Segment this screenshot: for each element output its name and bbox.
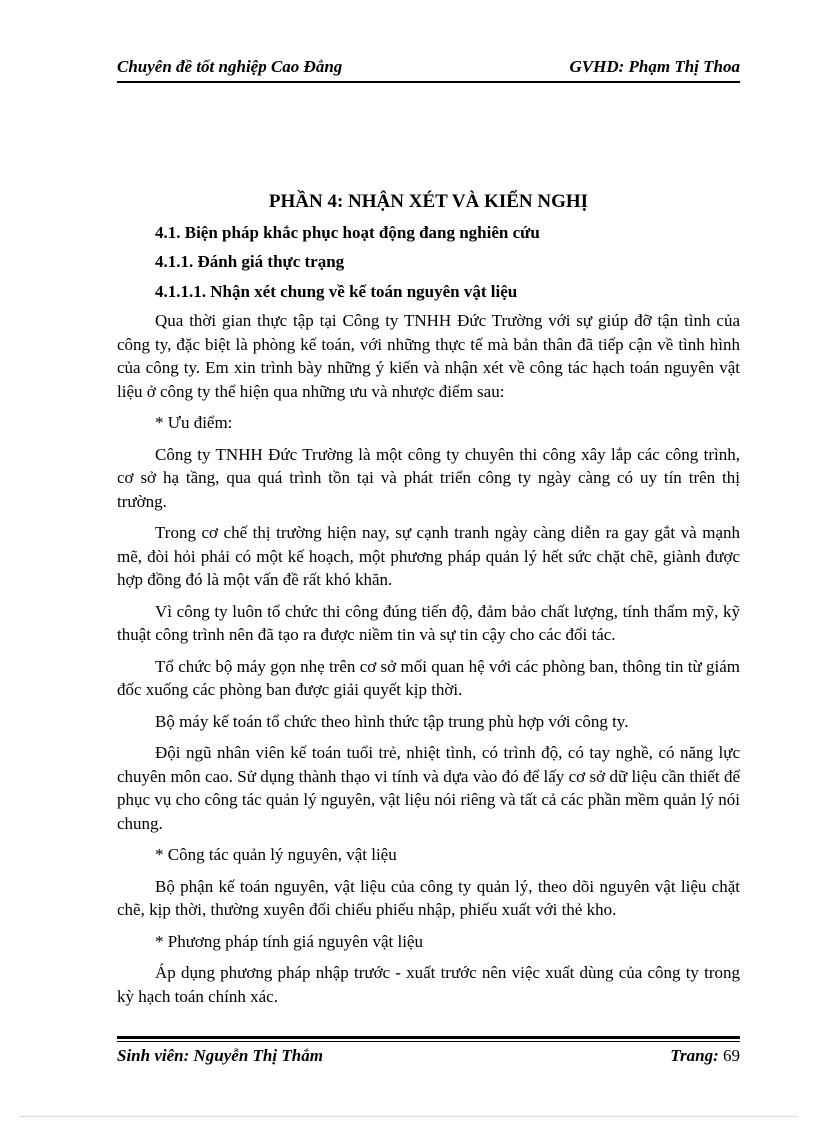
page-header (117, 57, 740, 81)
page-label: Trang: (670, 1046, 719, 1065)
heading-4-1: 4.1. Biện pháp khắc phục hoạt động đang nghiên cứu (155, 222, 540, 242)
header-rule (117, 81, 740, 83)
footer-student: Sinh viên: Nguyễn Thị Thắm (117, 1046, 323, 1065)
section-title: PHẦN 4: NHẬN XÉT VÀ KIẾN NGHỊ (268, 191, 589, 212)
paragraph-3: Vì công ty luôn tổ chức thi công đúng tiến độ, đảm bảo chất lượng, tính thẩm mỹ, kỹ thuật công trình nên đã tạo ra được niềm tin và sự tin cậy cho các đối tác. (117, 601, 740, 644)
paragraph-2: Trong cơ chế thị trường hiện nay, sự cạnh tranh ngày càng diễn ra gay gắt và mạnh mẽ, đòi hỏi phải có một kế hoạch, một phương pháp quản lý hết sức chặt chẽ, giành được hợp đồng đó là một vấn đề rất khó khăn. (117, 523, 740, 589)
paragraph-5: Bộ máy kế toán tổ chức theo hình thức tập trung phù hợp với công ty. (155, 711, 629, 731)
page-number: 69 (723, 1046, 740, 1065)
paragraph-intro: Qua thời gian thực tập tại Công ty TNHH Đức Trường với sự giúp đỡ tận tình của công ty, đặc biệt là phòng kế toán, với những thực tế mà bản thân đã tiếp cận về tình hình của công ty. Em xin trình bày những ý kiến và nhận xét về công tác hạch toán nguyên vật liệu ở công ty thể hiện qua những ưu và nhược điểm sau: (117, 311, 740, 401)
paragraph-1: Công ty TNHH Đức Trường là một công ty chuyên thi công xây lắp các công trình, cơ sở hạ tầng, qua quá trình tồn tại và phát triển công ty ngày càng có uy tín trên thị trường. (117, 444, 740, 511)
footer-page (670, 1046, 740, 1066)
bullet-advantages: * Ưu điểm: (155, 413, 233, 432)
bullet-material-management: * Công tác quản lý nguyên, vật liệu (155, 845, 397, 864)
heading-4-1-1: 4.1.1. Đánh giá thực trạng (155, 252, 345, 271)
document-body (117, 190, 740, 1016)
footer-rule (117, 1036, 740, 1042)
page-edge-divider (20, 1116, 796, 1117)
heading-4-1-1-1: 4.1.1.1. Nhận xét chung về kế toán nguyên vật liệu (155, 281, 518, 301)
bullet-pricing-method: * Phương pháp tính giá nguyên vật liệu (155, 931, 423, 951)
paragraph-8: Áp dụng phương pháp nhập trước - xuất trước nên việc xuất dùng của công ty trong kỳ hạch toán chính xác. (117, 963, 740, 1006)
header-supervisor: GVHD: Phạm Thị Thoa (569, 57, 740, 76)
paragraph-4: Tổ chức bộ máy gọn nhẹ trên cơ sở mối quan hệ với các phòng ban, thông tin từ giám đốc xuống các phòng ban được giải quyết kịp thời. (117, 656, 740, 699)
page-footer (117, 1046, 740, 1070)
paragraph-7: Bộ phận kế toán nguyên, vật liệu của công ty quản lý, theo dõi nguyên vật liệu chặt chẽ, kịp thời, thường xuyên đối chiếu phiếu nhập, phiếu xuất với thẻ kho. (117, 876, 740, 919)
header-thesis-title: Chuyên đề tốt nghiệp Cao Đẳng (117, 57, 343, 76)
paragraph-6: Đội ngũ nhân viên kế toán tuổi trẻ, nhiệt tình, có trình độ, có tay nghề, có năng lực chuyên môn cao. Sử dụng thành thạo vi tính và dựa vào đó để lấy cơ sở dữ liệu cần thiết để phục vụ cho công tác quản lý nguyên, vật liệu nói riêng và tất cả các phần mềm quản lý nói chung. (117, 743, 740, 833)
